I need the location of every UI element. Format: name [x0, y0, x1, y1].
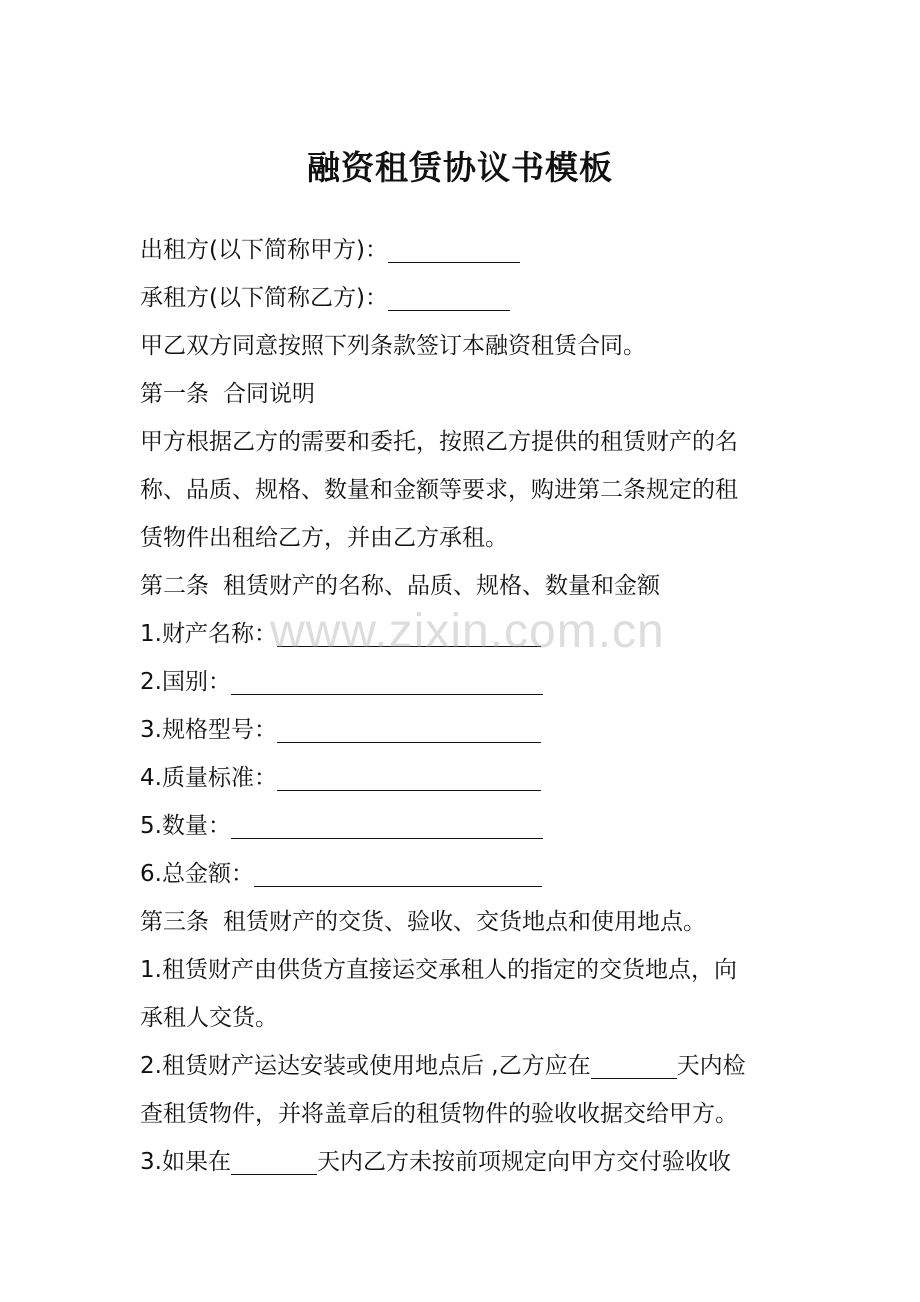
field-quality	[140, 754, 800, 802]
field-country	[140, 658, 800, 706]
watermark: www.zixin.com.cn	[270, 605, 665, 658]
field-total-amount	[140, 850, 800, 898]
field-model	[140, 706, 800, 754]
field-label: 1.财产名称：	[140, 621, 277, 647]
receipt-days-blank[interactable]	[231, 1144, 317, 1175]
article-3-item-2-line: 查租赁物件，并将盖章后的租赁物件的验收收据交给甲方。	[140, 1101, 738, 1127]
lessee-line	[140, 274, 800, 322]
document-title: 融资租赁协议书模板	[307, 148, 613, 187]
inspection-days-blank[interactable]	[591, 1048, 677, 1079]
document-body	[140, 226, 800, 1186]
total-amount-blank[interactable]	[254, 856, 542, 887]
lessor-blank[interactable]	[388, 232, 520, 263]
lessor-label: 出租方(以下简称甲方)：	[140, 237, 388, 263]
article-3-heading	[140, 898, 800, 946]
article-1-text-line: 甲方根据乙方的需要和委托，按照乙方提供的租赁财产的名	[140, 429, 738, 455]
lessee-label: 承租方(以下简称乙方)：	[140, 285, 388, 311]
field-property-name	[140, 610, 800, 658]
item-2-text-after: 天内检	[676, 1053, 746, 1079]
field-label: 6.总金额：	[140, 861, 254, 887]
article-1-text-line: 赁物件出租给乙方，并由乙方承租。	[140, 525, 508, 551]
intro-line: 甲乙双方同意按照下列条款签订本融资租赁合同。	[140, 333, 646, 359]
article-2-heading	[140, 562, 800, 610]
item-2-text-before: 2.租赁财产运达安装或使用地点后 ,乙方应在	[140, 1053, 591, 1079]
article-1-title: 合同说明	[223, 381, 315, 407]
field-label: 4.质量标准：	[140, 765, 277, 791]
field-label: 3.规格型号：	[140, 717, 277, 743]
article-1-heading	[140, 370, 800, 418]
lessee-blank[interactable]	[388, 280, 510, 311]
field-label: 5.数量：	[140, 813, 231, 839]
article-1-number: 第一条	[140, 381, 209, 407]
item-3-text-after: 天内乙方未按前项规定向甲方交付验收收	[316, 1149, 731, 1175]
lessor-line	[140, 226, 800, 274]
article-2-title: 租赁财产的名称、品质、规格、数量和金额	[223, 573, 660, 599]
article-3-item-1-line: 1.租赁财产由供货方直接运交承租人的指定的交货地点，向	[140, 957, 737, 983]
article-1-text-line: 称、品质、规格、数量和金额等要求，购进第二条规定的租	[140, 477, 738, 503]
article-3-number: 第三条	[140, 909, 209, 935]
property-name-blank[interactable]	[277, 616, 541, 647]
item-3-text-before: 3.如果在	[140, 1149, 231, 1175]
field-quantity	[140, 802, 800, 850]
quantity-blank[interactable]	[231, 808, 543, 839]
model-blank[interactable]	[277, 712, 541, 743]
article-2-number: 第二条	[140, 573, 209, 599]
quality-blank[interactable]	[277, 760, 541, 791]
article-3-item-3-line	[140, 1138, 800, 1186]
country-blank[interactable]	[231, 664, 543, 695]
article-3-title: 租赁财产的交货、验收、交货地点和使用地点。	[223, 909, 706, 935]
field-label: 2.国别：	[140, 669, 231, 695]
article-3-item-2-line	[140, 1042, 800, 1090]
article-3-item-1-line: 承租人交货。	[140, 1005, 278, 1031]
